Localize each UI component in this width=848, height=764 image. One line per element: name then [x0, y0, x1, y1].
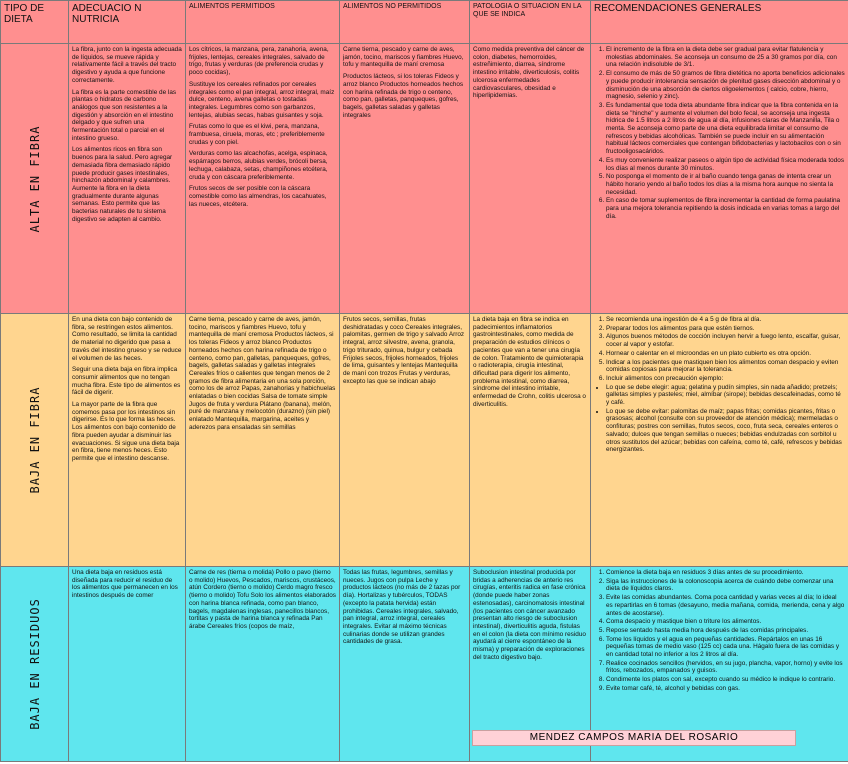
list-item: 7. Realice cocinados sencillos (hervidos, en su jugo, plancha, vapor, horno) y evite los fritos, rebozados, empanados y guisos.	[606, 660, 845, 675]
paragraph: Frutos secos de ser posible con la cáscara comestible como las almendras, los cacahuates, las nueces, etcétera.	[189, 185, 327, 208]
paragraph: Como medida preventiva del cáncer de colon, diabetes, hemorroides, estreñimiento, diarrea, síndrome intestino irritable, diverticulosis, colitis ulcerosa enfermedades cardiovasculares, obesidad e hiperlipidemias.	[473, 46, 585, 100]
list-item: 4. Es muy conveniente realizar paseos o algún tipo de actividad física moderada todos los días al menos durante 30 minutos.	[606, 157, 845, 172]
adecuacion-cell	[69, 314, 186, 567]
list-item: 1. Se recomienda una ingestión de 4 a 5 g de fibra al día.	[606, 316, 845, 324]
list-item: 6. Tome los líquidos y el agua en pequeñas cantidades. Repártalos en unas 16 pequeñas tomas de medio vaso (125 cc) cada una. Hágalo fuera de las comidas y en cantidad total no inferior a los 2 litros al día.	[606, 636, 845, 659]
paragraph: La mayor parte de la fibra que comemos pasa por los intestinos sin digerirse. Es lo que forma las heces. Los alimentos con bajo contenido de fibra pueden ayudar a disminuir las evacuaciones. Si sigue una dieta baja en fibra, tiene menos heces. Esto permite que el intestino descanse.	[72, 401, 180, 462]
recomendaciones-cell	[591, 314, 848, 567]
diet-type-cell	[1, 567, 69, 762]
paragraph: Todas las frutas, legumbres, semillas y nueces. Jugos con pulpa Leche y productos lácteos (no más de 2 tazas por día). Hortalizas y tubérculos, TODAS (excepto la patata hervida) están prohibidas. Cereales integrales, salvado, pan integral, arroz integral, cereales integrales. Evitar al máximo técnicas culinarias donde se utilizan grandes cantidades de grasa.	[343, 569, 461, 646]
row-alta-en-fibra	[1, 44, 848, 314]
no-permitidos-cell	[340, 314, 470, 567]
header-alimentos-no-permitidos: ALIMENTOS NO PERMITIDOS	[340, 1, 470, 44]
header-tipo-dieta: TIPO DE DIETA	[1, 1, 69, 44]
list-item: 2. Siga las instrucciones de la colonoscopia acerca de cuándo debe comenzar una dieta de líquidos claros.	[606, 578, 845, 593]
patologia-cell	[470, 314, 591, 567]
recomendaciones-cell	[591, 44, 848, 314]
header-recomendaciones: RECOMENDACIONES GENERALES	[591, 1, 848, 44]
paragraph: La fibra es la parte comestible de las plantas o hidratos de carbono análogos que son resistentes a la digestión y absorción en el intestino delgado y que sufren una fermentación total o parcial en el intestino grueso.	[72, 88, 177, 142]
list-item: 6. En caso de tomar suplementos de fibra incrementar la cantidad de forma paulatina para una mejora tolerancia repitiendo la dosis indicada en varias tomas a largo del día.	[606, 197, 845, 220]
list-item: 2. Preparar todos los alimentos para que estén tiernos.	[606, 325, 845, 333]
paragraph: Una dieta baja en residuos está diseñada para reducir el residuo de los alimentos que permanecen en los intestinos después de comer	[72, 569, 178, 600]
list-item: 4. Coma despacio y mastique bien o triture los alimentos.	[606, 618, 845, 626]
paragraph: Sustituye los cereales refinados por cereales integrales como el pan integral, arroz integral, maíz dulce, centeno, avena galletas o tostadas integrales. Legumbres como son garbanzos, lentejas, alubias secas, habas guisantes y soja.	[189, 80, 335, 119]
recommendations-list	[594, 569, 845, 693]
paragraph: Frutos secos, semillas, frutas deshidratadas y coco Cereales integrales, palomitas, germen de trigo y salvado Arroz integral, arroz silvestre, avena, granola, trigo triturado, quinua, bulgur y cebada Frijoles secos, frijoles horneados, frijoles de lima, guisantes y lentejas Mantequilla de maní con trozos Frutas y verduras, excepto las que se indican abajo	[343, 316, 465, 385]
paragraph: Carne tierna, pescado y carne de aves, jamón, tocino, mariscos y fiambres Huevo, tofu y mantequilla de maní cremosa Productos lácteos, si los toleras Fideos y arroz blanco Productos horneados hechos con harina refinada de trigo o centeno, como pan, galletas, panqueques, gofres, bagels, galletas saladas y galletas integrales Cereales fríos o calientes que tengan menos de 2 gramos de fibra alimentaria en una sola porción, como los de arroz Papas, zanahorias y habichuelas enlatadas o bien cocidas Salsa de tomate simple Jugos de fruta y verdura Plátano (banana), melón, puré de manzana y melocotón (durazno) (sin piel) enlatado Mantequilla, margarina, aceites y aderezos para ensaladas sin semillas	[189, 316, 336, 431]
paragraph: Suboclusion intestinal producida por bridas a adherencias de anterio res cirugías, enteritis radica en fase crónica (donde puede haber zonas estenosadas), carcinomatosis intestinal (los pacientes con cáncer avanzado presentan alto riesgo de suboclusion intestinal), diverticulitis aguda, fistulas en el colon (la dieta con mínimo residuo ayudará al cierre espontáneo de la misma) y preparación de exploraciones del tracto digestivo bajo.	[473, 569, 586, 661]
paragraph: Los cítricos, la manzana, pera, zanahoria, avena, frijoles, lentejas, cereales integrales, salvado de trigo, frutas y verduras (de preferencia crudas y poco cocidas),	[189, 46, 329, 77]
diet-type-cell	[1, 314, 69, 567]
patologia-cell	[470, 44, 591, 314]
diet-type-label: BAJA EN RESIDUOS	[27, 598, 42, 730]
list-item: 5. Repose sentado hasta media hora después de las comidas principales.	[606, 627, 845, 635]
paragraph: Carne tierna, pescado y carne de aves, jamón, tocino, mariscos y fiambres Huevo, tofu y mantequilla de maní cremosa	[343, 46, 464, 69]
header-row	[1, 1, 848, 44]
diet-type-label: BAJA EN FIBRA	[27, 386, 42, 494]
header-adecuacion: ADECUACIO N NUTRICIA	[69, 1, 186, 44]
paragraph: Frutas como lo que es el kiwi, pera, manzana, frambuesa, ciruela, moras, etc ; preferiblemente crudas y con piel.	[189, 123, 325, 146]
list-item: 3. Evite las comidas abundantes. Coma poca cantidad y varias veces al día; lo ideal es repartirlas en 6 tomas (desayuno, media mañana, comida, merienda, cena y algo antes de acostarse).	[606, 594, 845, 617]
header-patologia: PATOLOGIA O SITUACION EN LA QUE SE INDICA	[470, 1, 591, 44]
paragraph: Carne de res (tierna o molida) Pollo o pavo (tierno o molido) Huevos, Pescados, mariscos, crustáceos, atún Cordero (tierno o molido) Cerdo magro fresco (tierno o molido) Tofu Solo los alimentos elaborados con harina blanca refinada, como pan blanco, bagels, magdalenas inglesas, panecillos blancos, tortitas y pasta de harina blanca y refinada Pan árabe Cereales fríos (copos de maíz,	[189, 569, 336, 630]
paragraph: Verduras como las alcachofas, acelga, espinaca, espárragos berros, alubias verdes, brócoli bersa, lechuga, calabaza, setas, champiñones etcétera, cruda y con cáscara preferiblemente.	[189, 150, 328, 181]
bullet-item: • Lo que se debe elegir: agua; gelatina y pudín simples, sin nada añadido; pretzels; galletas simples y pasteles; miel, almíbar (sirope); bebidas descafeinadas, como té y café.	[606, 384, 845, 407]
list-item: 8. Condimente los platos con sal, excepto cuando su médico le indique lo contrario.	[606, 676, 845, 684]
list-item: 4. Hornear o calentar en el microondas en un plato cubierto es otra opción.	[606, 350, 845, 358]
paragraph: En una dieta con bajo contenido de fibra, se restringen estos alimentos. Como resultado, se limita la cantidad de material no digerido que pasa a través del intestino grueso y se reduce el volumen de las heces.	[72, 316, 182, 362]
list-item: 6. Incluir alimentos con precaución ejemplo:	[606, 375, 845, 383]
permitidos-cell	[186, 567, 340, 762]
bullet-item: • Lo que se debe evitar: palomitas de maíz; papas fritas; comidas picantes, fritas o grasosas; alcohol (consulte con su proveedor de atención médica); mermeladas o confituras; postres con semillas, frutos secos, coco, fruta seca, cereales enteros o salvado; dulces que tengan semillas o nueces; bebidas endulzadas con sorbitol u otros sustitutos del azúcar; bebidas con cafeína, como té, café, refrescos y bebidas energizantes.	[606, 408, 845, 454]
recommendations-bullets	[594, 384, 845, 454]
recommendations-list	[594, 316, 845, 383]
diet-type-label: ALTA EN FIBRA	[27, 125, 42, 232]
list-item: 5. Indicar a los pacientes que mastiquen bien los alimentos coman despacio y eviten comidas copiosas para mejorar la tolerancia.	[606, 359, 845, 374]
list-item: 5. No posponga el momento de ir al baño cuando tenga ganas de intenta crear un hábito horario yendo al baño todos los días a la misma hora aunque no sienta la necesidad.	[606, 173, 845, 196]
paragraph: Los alimentos ricos en fibra son buenos para la salud. Pero agregar demasiada fibra demasiado rápido puede producir gases intestinales, hinchazón abdominal y calambres. Aumente la fibra en la dieta gradualmente durante algunas semanas. Esto permite que las bacterias naturales de tu sistema digestivo se adapten al cambio.	[72, 146, 173, 223]
no-permitidos-cell	[340, 44, 470, 314]
no-permitidos-cell	[340, 567, 470, 762]
paragraph: La dieta baja en fibra se indica en padecimientos inflamatorios gastrointestinales, como medida de preparación de estudios clínicos o pacientes que van a tener una cirugía de colon. Tratamiento de quimioterapia o radioterapia, cirugía intestinal, dificultad para digerir los alimento, problema intestinal, como diarrea, síndrome del intestino irritable, enfermedad de Crohn, colitis ulcerosa o diverticulitis.	[473, 316, 586, 408]
list-item: 1. El incremento de la fibra en la dieta debe ser gradual para evitar flatulencia y molestias abdominales. Se aconseja un consumo de 25 a 30 gramos por día, con una relación indisoluble de 3/1.	[606, 46, 845, 69]
list-item: 3. Es fundamental que toda dieta abundante fibra indicar que la fibra contenida en la dieta se "hinche" y aumente el volumen del bolo fecal, se aconseja una ingesta hídrica de 1.5 litros a 2 litros de agua al día, infusiones claras de Manzanilla, Tila o menta. Se aconseja como parte de una dieta equilibrada limitar el consumo de refrescos y bebidas alcohólicas. También se puede incluir en su alimentación habitual lácteos comerciales que contengan bifidobacterias y lactobacilos con o sin fructooligosacáridos.	[606, 102, 845, 156]
permitidos-cell	[186, 44, 340, 314]
list-item: 1. Comience la dieta baja en residuos 3 días antes de su procedimiento.	[606, 569, 845, 577]
recommendations-list	[594, 46, 845, 220]
permitidos-cell	[186, 314, 340, 567]
paragraph: Productos lácteos, si los toleras Fideos y arroz blanco Productos horneados hechos con harina refinada de trigo o centeno, como pan, galletas, panqueques, gofres, bagels, galletas saladas y galletas integrales	[343, 73, 464, 119]
list-item: 2. El consumo de más de 50 gramos de fibra dietética no aporta beneficios adicionales y puede producir intolerancia sensación de plenitud gases disección abdominal y o disminución de una absorción de ciertos oligoelementos ( calcio, cobre, hierro, magnesio, selenio y zinc).	[606, 70, 845, 101]
header-alimentos-permitidos: ALIMENTOS PERMITIDOS	[186, 1, 340, 44]
paragraph: Seguir una dieta baja en fibra implica consumir alimentos que no tengan mucha fibra. Este tipo de alimentos es fácil de digerir.	[72, 366, 181, 397]
list-item: 3. Algunos buenos métodos de cocción incluyen hervir a fuego lento, escalfar, guisar, cocer al vapor y estofar.	[606, 333, 845, 348]
list-item: 9. Evite tomar café, té, alcohol y bebidas con gas.	[606, 685, 845, 693]
adecuacion-cell	[69, 567, 186, 762]
paragraph: La fibra, junto con la ingesta adecuada de líquidos, se mueve rápida y relativamente fácil a través del tracto digestivo y ayuda a que funcione correctamente.	[72, 46, 182, 84]
author-name-box: MENDEZ CAMPOS MARIA DEL ROSARIO	[472, 730, 796, 746]
adecuacion-cell	[69, 44, 186, 314]
diet-type-cell	[1, 44, 69, 314]
row-baja-en-fibra	[1, 314, 848, 567]
